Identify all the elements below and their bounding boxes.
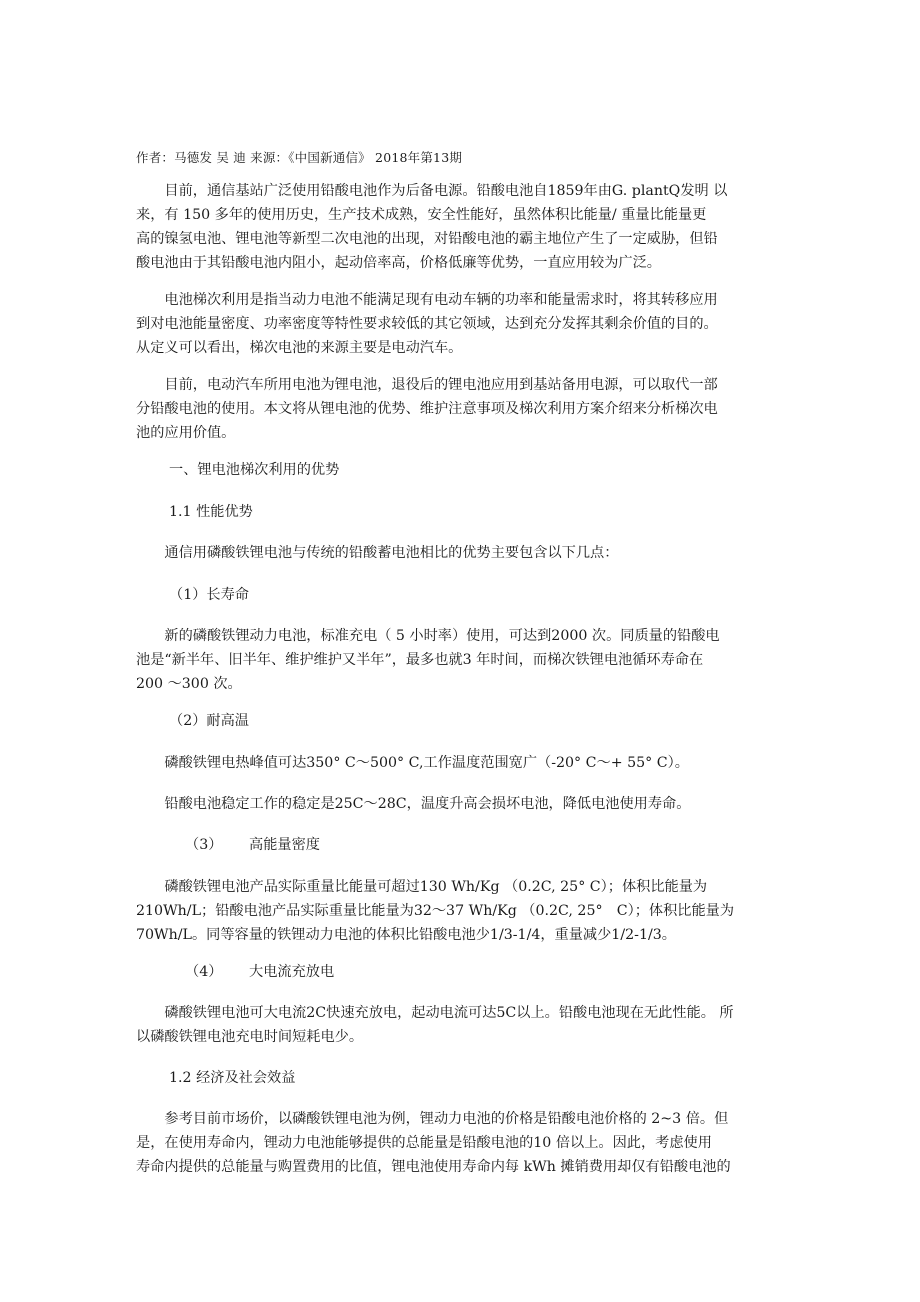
text-line: 从定义可以看出，梯次电池的来源主要是电动汽车。 (136, 340, 463, 356)
text-line: 磷酸铁锂电热峰值可达350° C～500° C,工作温度范围宽广（-20° C～+ 55° C）。 (136, 755, 689, 771)
text-line: 到对电池能量密度、功率密度等特性要求较低的其它领域，达到充分发挥其剩余价值的目的。 (136, 316, 718, 332)
text-line: 200 ～300 次。 (136, 676, 242, 692)
paragraph-high-current (136, 1001, 786, 1049)
paragraph-energy-density (136, 875, 786, 947)
text-line: 是，在使用寿命内，锂动力电池能够提供的总能量是铅酸电池的10 倍以上。因此，考虑使用 (136, 1135, 712, 1151)
item-title: 高能量密度 (249, 837, 320, 853)
paragraph-advantages-intro (136, 541, 786, 565)
text-line: 210Wh/L；铅酸电池产品实际重量比能量为32～37 Wh/Kg （0.2C, 25° C）；体积比能量为 (136, 903, 735, 919)
subsection-heading: 1.2 经济及社会效益 (169, 1070, 296, 1086)
item-number: （4） (185, 964, 223, 980)
paragraph-intro (136, 179, 786, 275)
text-line: 目前，通信基站广泛使用铅酸电池作为后备电源。铅酸电池自1859年由G. plantQ发明 以 (136, 183, 728, 199)
text-line: 目前，电动汽车所用电池为锂电池，退役后的锂电池应用到基站备用电源，可以取代一部 (136, 377, 718, 393)
text-line: 高的镍氢电池、锂电池等新型二次电池的出现，对铅酸电池的霸主地位产生了一定威胁，但铅 (136, 231, 718, 247)
item-heading-energy-density (185, 833, 320, 857)
text-line: 以磷酸铁锂电池充电时间短耗电少。 (136, 1029, 364, 1045)
paragraph-long-life (136, 624, 786, 696)
item-number: （3） (185, 837, 223, 853)
item-heading-high-temp: （2）耐高温 (169, 713, 249, 729)
paragraph-lead-acid-temp (136, 792, 786, 816)
text-line: 通信用磷酸铁锂电池与传统的铅酸蓄电池相比的优势主要包含以下几点： (136, 545, 619, 561)
paragraph-scope (136, 373, 786, 445)
section-heading: 一、锂电池梯次利用的优势 (169, 462, 340, 478)
text-line: 池是“新半年、旧半年、维护维护又半年”，最多也就3 年时间，而梯次铁锂电池循环寿命在 (136, 652, 704, 668)
text-line: 池的应用价值。 (136, 425, 236, 441)
text-line: 参考目前市场价，以磷酸铁锂电池为例，锂动力电池的价格是铅酸电池价格的 2~3 倍。但 (136, 1111, 729, 1127)
text-line: 寿命内提供的总能量与购置费用的比值，锂电池使用寿命内每 kWh 摊销费用却仅有铅酸电池的 (136, 1159, 731, 1175)
item-title: 大电流充放电 (249, 964, 335, 980)
article-byline: 作者：马德发 吴 迪 来源：《中国新通信》 2018年第13期 (136, 150, 463, 165)
item-heading-long-life: （1）长寿命 (169, 587, 249, 603)
paragraph-definition (136, 288, 786, 360)
item-heading-high-current (185, 960, 334, 984)
text-line: 铅酸电池稳定工作的稳定是25C～28C，温度升高会损坏电池，降低电池使用寿命。 (136, 796, 691, 812)
text-line: 分铅酸电池的使用。本文将从锂电池的优势、维护注意事项及梯次利用方案介绍来分析梯次电 (136, 401, 718, 417)
text-line: 新的磷酸铁锂动力电池，标准充电（ 5 小时率）使用，可达到2000 次。同质量的铅酸电 (136, 628, 720, 644)
text-line: 电池梯次利用是指当动力电池不能满足现有电动车辆的功率和能量需求时，将其转移应用 (136, 292, 718, 308)
text-line: 磷酸铁锂电池产品实际重量比能量可超过130 Wh/Kg （0.2C, 25° C）；体积比能量为 (136, 879, 708, 895)
paragraph-high-temp (136, 751, 786, 775)
text-line: 磷酸铁锂电池可大电流2C快速充放电，起动电流可达5C以上。铅酸电池现在无此性能。 所 (136, 1005, 734, 1021)
text-line: 酸电池由于其铅酸电池内阻小，起动倍率高，价格低廉等优势，一直应用较为广泛。 (136, 255, 661, 271)
text-line: 来，有 150 多年的使用历史，生产技术成熟，安全性能好，虽然体积比能量/ 重量比能量更 (136, 207, 707, 223)
subsection-heading: 1.1 性能优势 (169, 504, 253, 520)
text-line: 70Wh/L。同等容量的铁锂动力电池的体积比铅酸电池少1/3-1/4，重量减少1/2-1/3。 (136, 927, 676, 943)
paragraph-economics (136, 1107, 786, 1179)
